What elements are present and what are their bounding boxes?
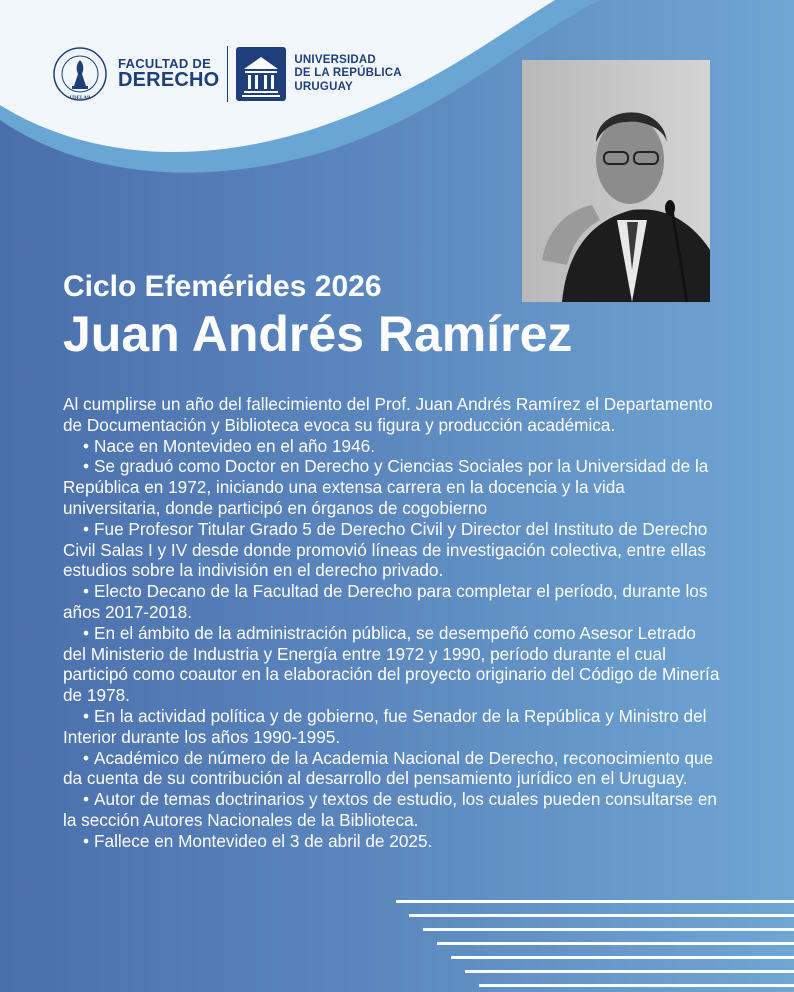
bio-item: • Electo Decano de la Facultad de Derecho para completar el período, durante los años 2017-2018. <box>63 581 723 623</box>
stripe <box>451 956 794 959</box>
university-wordmark <box>294 54 401 94</box>
university-line2: DE LA REPÚBLICA <box>294 67 402 80</box>
bio-item: • Académico de número de la Academia Nacional de Derecho, reconocimiento que da cuenta de su contribución al desarrollo del pensamiento jurídico en el Uruguay. <box>63 748 723 790</box>
intro-paragraph: Al cumplirse un año del fallecimiento del Prof. Juan Andrés Ramírez el Departamento de Documentación y Biblioteca evoca su figura y producción académica. <box>63 394 713 435</box>
stripe <box>479 984 794 987</box>
bio-item: • Autor de temas doctrinarios y textos de estudio, los cuales pueden consultarse en la sección Autores Nacionales de la Biblioteca. <box>63 789 723 831</box>
bio-item: • Nace en Montevideo en el año 1946. <box>63 436 723 457</box>
series-title: Ciclo Efemérides 2026 <box>63 270 382 303</box>
faculty-seal-icon <box>52 46 108 102</box>
seal-bottom-text: UDELAR <box>69 96 91 101</box>
stripe <box>396 900 794 903</box>
faculty-line1: FACULTAD DE <box>118 55 212 71</box>
bio-item: • Fue Profesor Titular Grado 5 de Derecho Civil y Director del Instituto de Derecho Civil Salas I y IV desde donde promovió líneas de investigación colectiva, entre ellas estudios sobre la indivisión en el derecho privado. <box>63 519 723 581</box>
faculty-line2: DERECHO <box>118 69 220 92</box>
person-name: Juan Andrés Ramírez <box>63 306 573 362</box>
portrait-photo <box>522 60 710 302</box>
bio-list <box>63 436 723 852</box>
stripe <box>423 928 794 931</box>
biography <box>63 394 723 852</box>
stripe <box>437 942 794 945</box>
header-logos <box>52 44 402 104</box>
university-line3: URUGUAY <box>294 80 353 93</box>
bio-item: • Se graduó como Doctor en Derecho y Ciencias Sociales por la Universidad de la República en 1972, iniciando una extensa carrera en la docencia y la vida universitaria, donde participó en órganos de cogobierno <box>63 456 723 518</box>
stripe <box>409 914 794 917</box>
decorative-stripes <box>396 898 794 992</box>
faculty-wordmark <box>118 57 219 92</box>
bio-item: • En el ámbito de la administración pública, se desempeñó como Asesor Letrado del Ministerio de Industria y Energía entre 1972 y 1990, período durante el cual participó como coautor en la elaboración del proyecto originario del Código de Minería de 1978. <box>63 623 723 706</box>
university-building-icon <box>236 47 286 101</box>
bio-item: • Fallece en Montevideo el 3 de abril de 2025. <box>63 831 723 852</box>
bio-item: • En la actividad política y de gobierno, fue Senador de la República y Ministro del Interior durante los años 1990-1995. <box>63 706 723 748</box>
stripe <box>465 970 794 973</box>
logo-divider <box>227 46 228 102</box>
university-line1: UNIVERSIDAD <box>294 54 376 67</box>
